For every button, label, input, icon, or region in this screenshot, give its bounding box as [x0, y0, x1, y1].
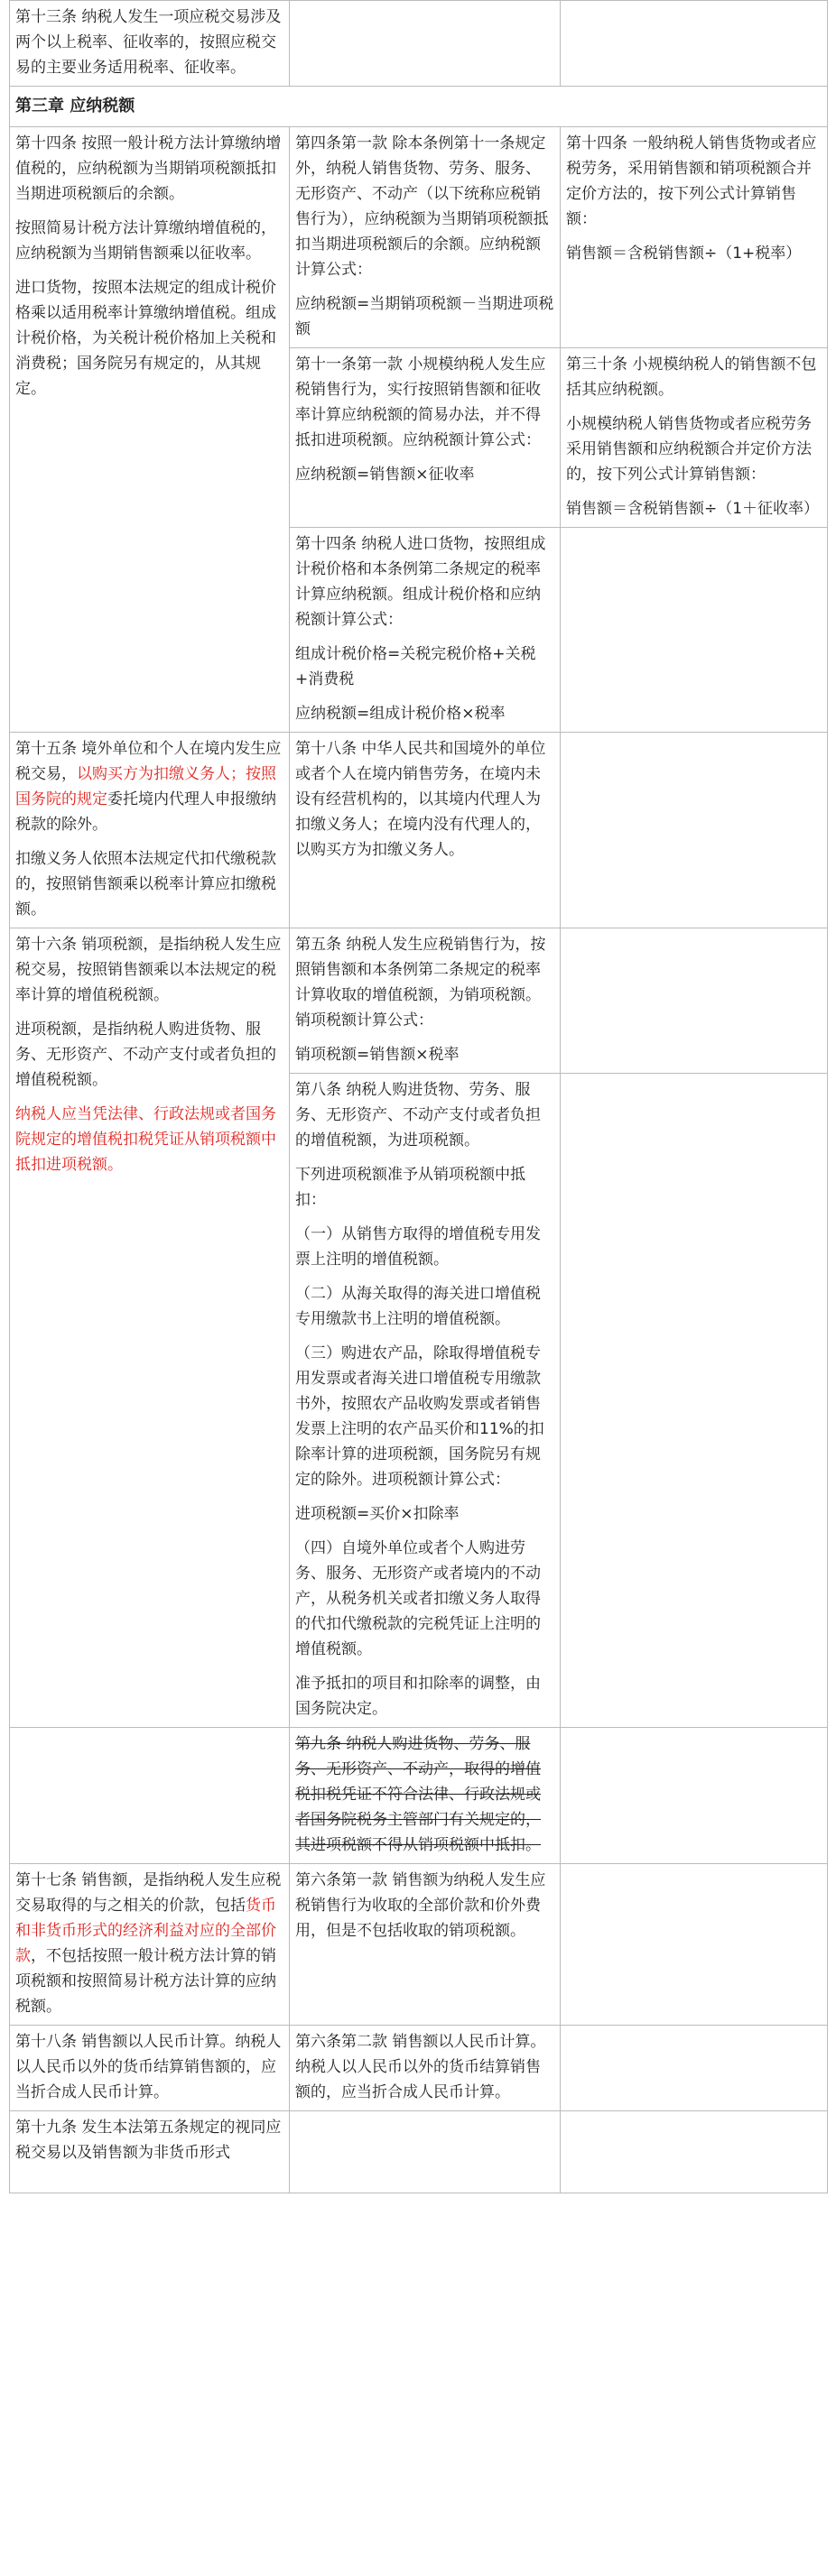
clause-text: （一）从销售方取得的增值税专用发票上注明的增值税额。 [295, 1225, 541, 1269]
clause-text: 第十八条 销售额以人民币计算。纳税人以人民币以外的货币结算销售额的，应当折合成人民币计算。 [15, 2033, 282, 2101]
clause-text: 第十九条 发生本法第五条规定的视同应税交易以及销售额为非货币形式 [15, 2119, 282, 2162]
clause-text: 第三十条 小规模纳税人的销售额不包括其应纳税额。 [566, 355, 817, 399]
cell-implementation-rule [561, 127, 828, 348]
cell-old-regulation [290, 1074, 561, 1728]
cell-old-regulation [290, 733, 561, 928]
cell-old-regulation [290, 528, 561, 733]
amended-text: 以购买方为扣缴义务人；按照国务院的规定 [15, 765, 276, 808]
clause-text: 下列进项税额准予从销项税额中抵扣： [295, 1166, 525, 1209]
cell-implementation-rule [561, 1074, 828, 1728]
clause-text: （四）自境外单位或者个人购进劳务、服务、无形资产或者境内的不动产，从税务机关或者扣缴义务人取得的代扣代缴税款的完税凭证上注明的增值税额。 [295, 1539, 541, 1658]
clause-text: 第十一条第一款 小规模纳税人发生应税销售行为，实行按照销售额和征收率计算应纳税额的简易办法，并不得抵扣进项税额。应纳税额计算公式： [295, 355, 546, 449]
clause-text: 进口货物，按照本法规定的组成计税价格乘以适用税率计算缴纳增值税。组成计税价格，为关税计税价格加上关税和消费税；国务院另有规定的，从其规定。 [15, 279, 276, 398]
clause-text: 第十六条 销项税额，是指纳税人发生应税交易，按照销售额乘以本法规定的税率计算的增值税税额。 [15, 936, 282, 1004]
table-row [10, 2111, 828, 2193]
cell-implementation-rule [561, 528, 828, 733]
clause-text: 第十八条 中华人民共和国境外的单位或者个人在境内销售劳务，在境内未设有经营机构的，以其境内代理人为扣缴义务人；在境内没有代理人的，以购买方为扣缴义务人。 [295, 740, 546, 859]
clause-text-part: 委托境内代理人申报缴纳税款的除外。 [15, 790, 276, 834]
clause-text: （二）从海关取得的海关进口增值税专用缴款书上注明的增值税额。 [295, 1285, 541, 1328]
cell-implementation-rule [561, 928, 828, 1074]
table-row [10, 1864, 828, 2026]
cell-old-regulation [290, 1728, 561, 1864]
cell-new-law [10, 733, 290, 928]
clause-text: 第十四条 纳税人进口货物，按照组成计税价格和本条例第二条规定的税率计算应纳税额。组成计税价格和应纳税额计算公式： [295, 535, 546, 629]
clause-text-part: 第十七条 销售额，是指纳税人发生应税交易取得的与之相关的价款，包括 [15, 1871, 282, 1915]
clause-text: 准予抵扣的项目和扣除率的调整，由国务院决定。 [295, 1675, 541, 1718]
clause-text-part: ，不包括按照一般计税方法计算的销项税额和按照简易计税方法计算的应纳税额。 [15, 1947, 276, 2016]
clause-text: 扣缴义务人依照本法规定代扣代缴税款的，按照销售额乘以税率计算应扣缴税额。 [15, 850, 276, 919]
clause-text [15, 736, 283, 837]
formula-text: 组成计税价格=关税完税价格+关税+消费税 [295, 645, 536, 688]
formula-text: 进项税额=买价×扣除率 [295, 1505, 460, 1523]
cell-implementation-rule [561, 2111, 828, 2193]
table-row [10, 1, 828, 87]
cell-new-law [10, 2111, 290, 2193]
cell-implementation-rule [561, 1, 828, 87]
formula-text: 应纳税额=组成计税价格×税率 [295, 705, 506, 723]
cell-old-regulation [290, 348, 561, 528]
cell-old-regulation [290, 928, 561, 1074]
formula-text: 销售额＝含税销售额÷（1+税率） [566, 245, 802, 263]
clause-text [15, 1868, 283, 2019]
cell-new-law [10, 928, 290, 1728]
clause-text: 第十四条 按照一般计税方法计算缴纳增值税的，应纳税额为当期销项税额抵扣当期进项税额后的余额。 [15, 134, 282, 203]
cell-old-regulation [290, 1, 561, 87]
clause-text: 第六条第一款 销售额为纳税人发生应税销售行为收取的全部价款和价外费用，但是不包括收取的销项税额。 [295, 1871, 546, 1940]
cell-implementation-rule [561, 1864, 828, 2026]
formula-text: 销项税额=销售额×税率 [295, 1046, 460, 1064]
chapter-heading: 第三章 应纳税额 [10, 87, 828, 127]
formula-text: 应纳税额=销售额×征收率 [295, 466, 475, 484]
cell-new-law [10, 1864, 290, 2026]
formula-text: 销售额＝含税销售额÷（1＋征收率） [566, 500, 820, 518]
chapter-row [10, 87, 828, 127]
clause-text: 小规模纳税人销售货物或者应税劳务采用销售额和应纳税额合并定价方法的，按下列公式计算销售额： [566, 415, 812, 484]
cell-old-regulation [290, 2111, 561, 2193]
law-comparison-table [9, 0, 828, 2193]
formula-text: 应纳税额=当期销项税额－当期进项税额 [295, 295, 554, 338]
table-row [10, 2026, 828, 2111]
cell-new-law [10, 1728, 290, 1864]
cell-implementation-rule [561, 2026, 828, 2111]
cell-old-regulation [290, 2026, 561, 2111]
deleted-text: 第九条 纳税人购进货物、劳务、服务、无形资产、不动产，取得的增值税扣税凭证不符合法律、行政法规或者国务院税务主管部门有关规定的，其进项税额不得从销项税额中抵扣。 [295, 1735, 541, 1854]
cell-implementation-rule [561, 348, 828, 528]
table-row [10, 733, 828, 928]
clause-text: 进项税额，是指纳税人购进货物、服务、无形资产、不动产支付或者负担的增值税税额。 [15, 1020, 276, 1089]
clause-text: 第四条第一款 除本条例第十一条规定外，纳税人销售货物、劳务、服务、无形资产、不动产（以下统称应税销售行为），应纳税额为当期销项税额抵扣当期进项税额后的余额。应纳税额计算公式： [295, 134, 549, 279]
clause-text: 第五条 纳税人发生应税销售行为，按照销售额和本条例第二条规定的税率计算收取的增值税额，为销项税额。销项税额计算公式： [295, 936, 546, 1029]
cell-new-law [10, 127, 290, 733]
table-row [10, 928, 828, 1074]
table-row [10, 1728, 828, 1864]
cell-old-regulation [290, 127, 561, 348]
cell-new-law [10, 1, 290, 87]
table-row [10, 127, 828, 348]
clause-text: 第十四条 一般纳税人销售货物或者应税劳务，采用销售额和销项税额合并定价方法的，按下列公式计算销售额： [566, 134, 817, 228]
cell-old-regulation [290, 1864, 561, 2026]
cell-implementation-rule [561, 1728, 828, 1864]
amended-text: 货币和非货币形式的经济利益对应的全部价款 [15, 1897, 276, 1965]
clause-text: 第八条 纳税人购进货物、劳务、服务、无形资产、不动产支付或者负担的增值税额，为进项税额。 [295, 1081, 541, 1150]
cell-implementation-rule [561, 733, 828, 928]
cell-new-law [10, 2026, 290, 2111]
clause-text: 按照简易计税方法计算缴纳增值税的，应纳税额为当期销售额乘以征收率。 [15, 219, 276, 263]
clause-text: 第六条第二款 销售额以人民币计算。纳税人以人民币以外的货币结算销售额的，应当折合成人民币计算。 [295, 2033, 546, 2101]
clause-text: （三）购进农产品，除取得增值税专用发票或者海关进口增值税专用缴款书外，按照农产品收购发票或者销售发票上注明的农产品买价和11%的扣除率计算的进项税额，国务院另有规定的除外。进项税额计算公式： [295, 1344, 544, 1489]
clause-text: 第十三条 纳税人发生一项应税交易涉及两个以上税率、征收率的，按照应税交易的主要业务适用税率、征收率。 [15, 8, 282, 77]
clause-text-part: 第十五条 境外单位和个人在境内发生应税交易， [15, 740, 282, 783]
amended-text: 纳税人应当凭法律、行政法规或者国务院规定的增值税扣税凭证从销项税额中抵扣进项税额。 [15, 1105, 276, 1174]
